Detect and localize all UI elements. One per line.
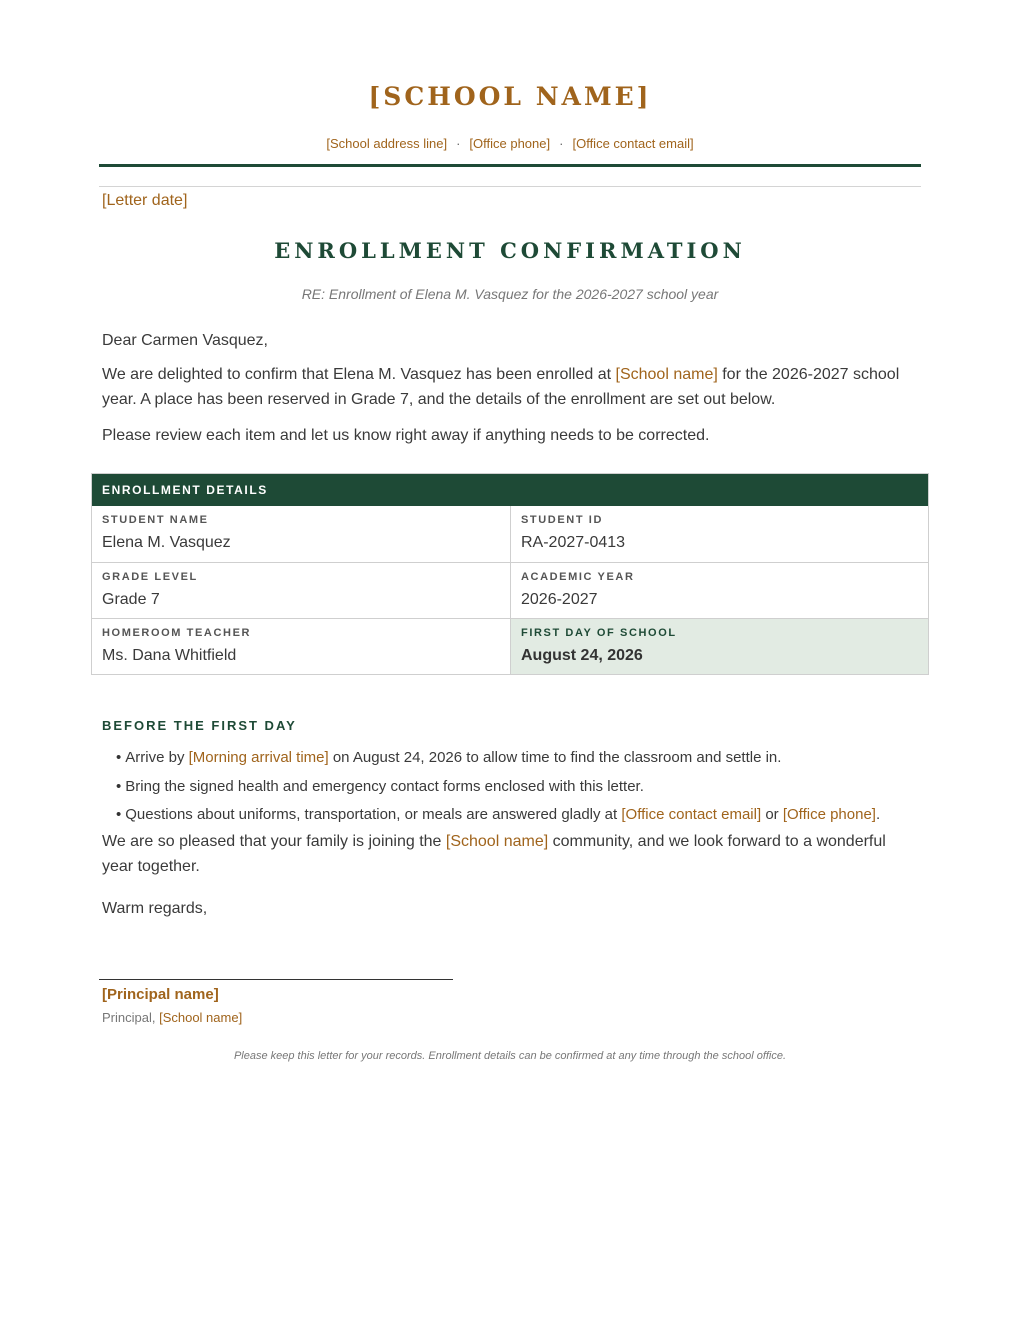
office-email: [Office contact email]	[572, 136, 694, 151]
bullet-text: .	[875, 806, 881, 823]
homeroom-value: Ms. Dana Whitfield	[102, 647, 237, 664]
review-paragraph: Please review each item and let us know right away if anything needs to be corrected.	[102, 427, 710, 444]
contact-line	[0, 136, 1020, 151]
academic-year-cell	[510, 562, 928, 618]
school-name: [SCHOOL NAME]	[368, 82, 652, 111]
student-name-label: STUDENT NAME	[102, 514, 209, 526]
grade-level-value: Grade 7	[102, 591, 160, 608]
closing-text-start: We are so pleased that your family is joining the	[102, 833, 446, 850]
student-id-label: STUDENT ID	[521, 514, 603, 526]
intro-paragraph	[102, 362, 920, 412]
first-day-value: August 24, 2026	[521, 647, 643, 664]
details-header: ENROLLMENT DETAILS	[92, 474, 928, 506]
bullet-text: Bring the signed health and emergency contact forms enclosed with this letter.	[125, 777, 644, 795]
principal-title: Principal,	[102, 1010, 160, 1025]
school-name-placeholder: [School name]	[615, 366, 718, 383]
signature-line	[99, 979, 453, 980]
intro-text-start: We are delighted to confirm that Elena M. Vasquez has been enrolled at	[102, 366, 616, 383]
office-email-placeholder: [Office contact email]	[621, 806, 762, 823]
header-divider	[99, 164, 921, 167]
closing-paragraph	[102, 829, 920, 879]
list-item	[116, 744, 916, 773]
document-title: ENROLLMENT CONFIRMATION	[274, 238, 746, 263]
regards: Warm regards,	[102, 900, 208, 917]
bullet-text: Arrive by	[125, 749, 189, 766]
footer-note: Please keep this letter for your records. Enrollment details can be confirmed at any time through the school office.	[233, 1050, 787, 1062]
enrollment-details-table	[91, 473, 929, 675]
first-day-cell	[510, 618, 928, 674]
list-item	[116, 773, 916, 802]
before-first-day-title: BEFORE THE FIRST DAY	[102, 718, 297, 733]
academic-year-label: ACADEMIC YEAR	[521, 571, 635, 583]
re-line: RE: Enrollment of Elena M. Vasquez for the 2026-2027 school year	[301, 286, 719, 302]
student-name-cell	[92, 506, 510, 562]
principal-role	[102, 1010, 242, 1025]
bullet-text: Questions about uniforms, transportation, or meals are answered gladly at	[125, 806, 622, 823]
arrival-time-placeholder: [Morning arrival time]	[188, 749, 329, 766]
bullet-text: on August 24, 2026 to allow time to find the classroom and settle in.	[328, 749, 782, 766]
before-first-day-list	[116, 744, 916, 830]
grade-level-cell	[92, 562, 510, 618]
academic-year-value: 2026-2027	[521, 591, 598, 608]
contact-separator: ·	[456, 136, 461, 151]
salutation: Dear Carmen Vasquez,	[102, 332, 268, 349]
school-name-placeholder: [School name]	[445, 833, 549, 850]
student-id-cell	[510, 506, 928, 562]
header-divider-thin	[99, 186, 921, 187]
student-id-value: RA-2027-0413	[521, 534, 626, 551]
student-name-value: Elena M. Vasquez	[102, 534, 231, 551]
principal-name: [Principal name]	[102, 986, 219, 1003]
grade-level-label: GRADE LEVEL	[102, 571, 198, 583]
office-phone-placeholder: [Office phone]	[782, 806, 876, 823]
homeroom-cell	[92, 618, 510, 674]
intro-text-end: for the 2026-2027 school year. A place has been reserved in Grade 7, and the details of the enrollment are set out below.	[102, 366, 900, 408]
first-day-label: FIRST DAY OF SCHOOL	[521, 627, 677, 639]
office-phone: [Office phone]	[469, 136, 551, 151]
homeroom-label: HOMEROOM TEACHER	[102, 627, 252, 639]
letter-date: [Letter date]	[102, 192, 188, 209]
contact-separator: ·	[559, 136, 564, 151]
closing-text-end: community, and we look forward to a wonderful year together.	[102, 833, 886, 875]
list-item	[116, 801, 916, 830]
school-name-placeholder: [School name]	[159, 1010, 243, 1025]
bullet-text: or	[761, 806, 783, 823]
school-address: [School address line]	[326, 136, 448, 151]
